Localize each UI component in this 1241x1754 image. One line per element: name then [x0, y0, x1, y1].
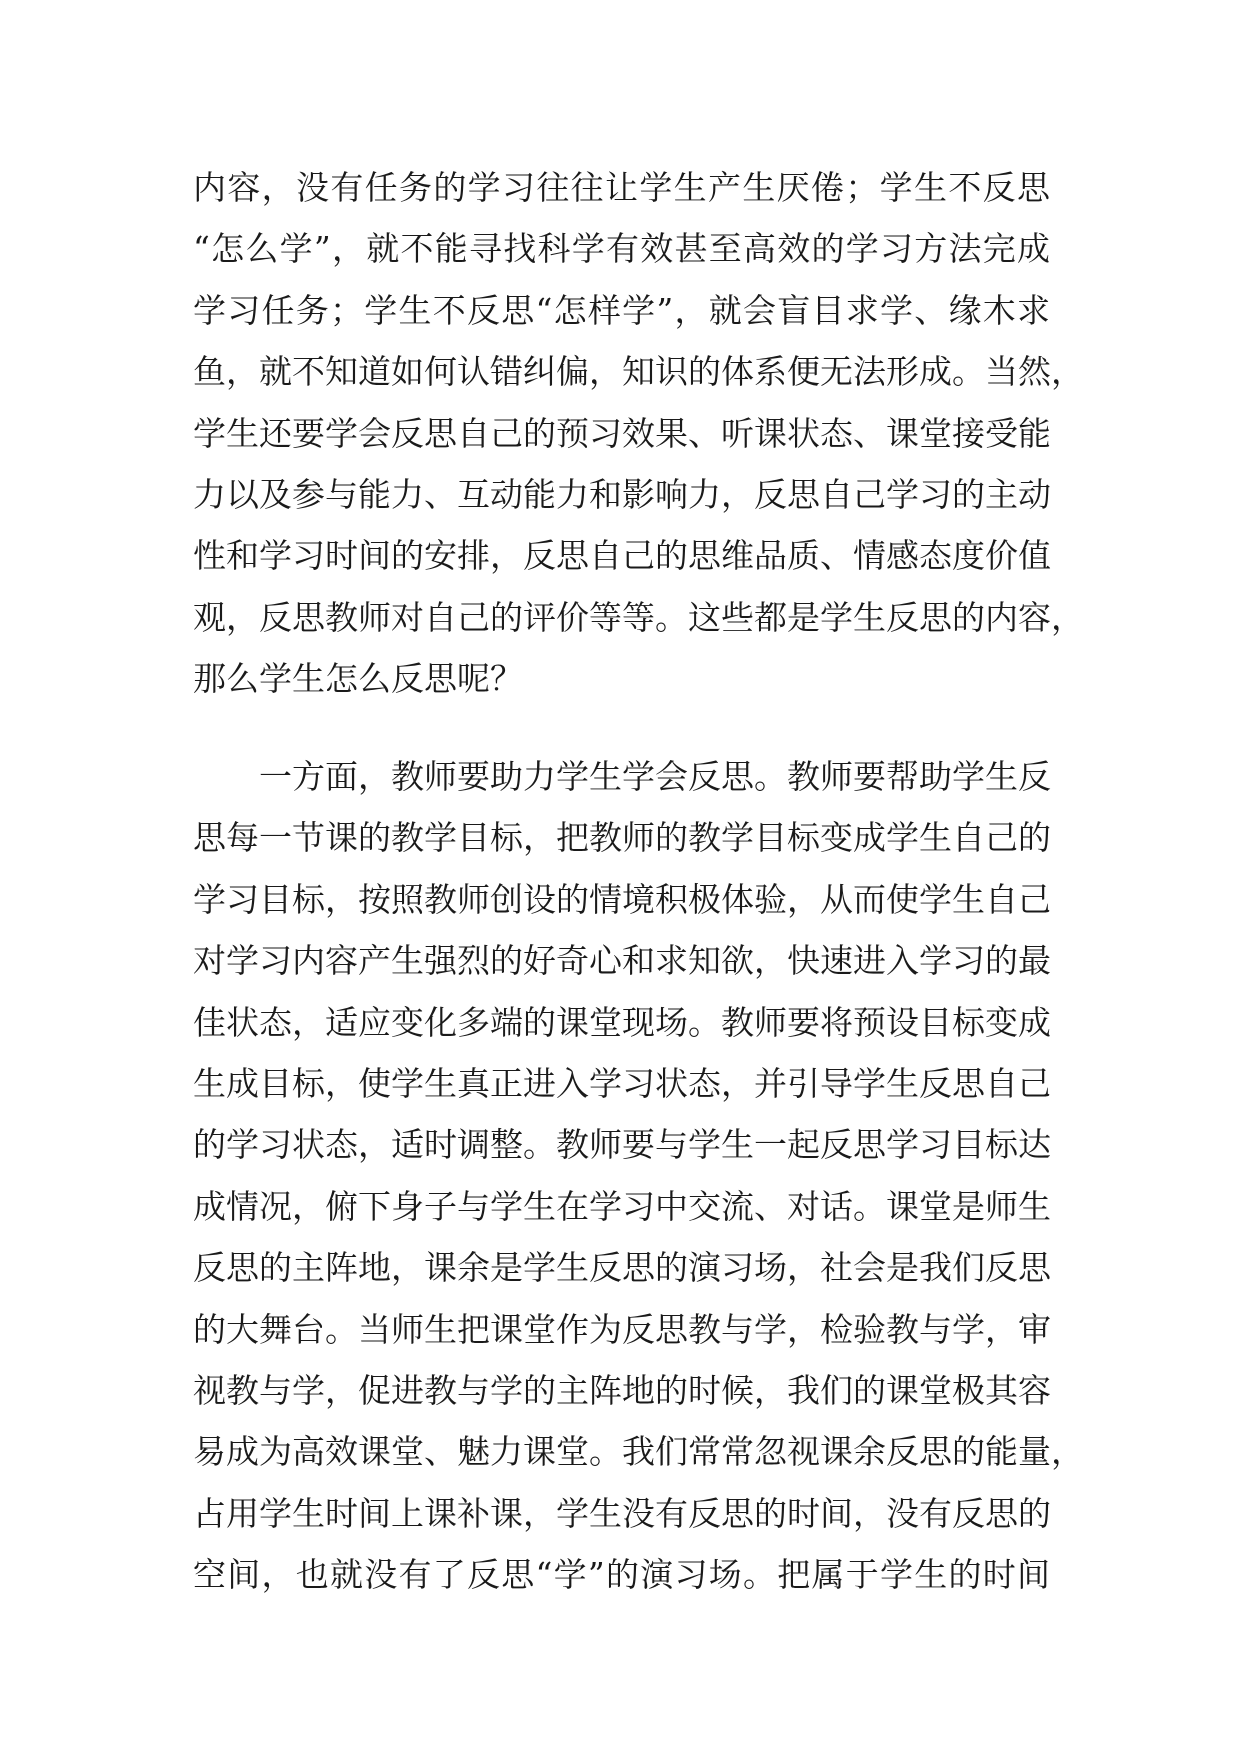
text-line: 一方面，教师要助力学生学会反思。教师要帮助学生反: [259, 757, 1051, 796]
text-line: 学生还要学会反思自己的预习效果、听课状态、课堂接受能: [193, 413, 1051, 453]
text-line: 内容，没有任务的学习往往让学生产生厌倦；学生不反思: [193, 168, 1050, 207]
text-line: 空间，也就没有了反思“学”的演习场。把属于学生的时间: [193, 1555, 1050, 1595]
text-line: 性和学习时间的安排，反思自己的思维品质、情感态度价值: [193, 536, 1051, 576]
paragraph-1: [193, 157, 1084, 710]
paragraph-2: [193, 746, 1084, 1605]
text-line: 力以及参与能力、互动能力和影响力，反思自己学习的主动: [193, 474, 1051, 514]
text-line: 占用学生时间上课补课，学生没有反思的时间，没有反思的: [193, 1493, 1051, 1533]
text-line: “怎么学”，就不能寻找科学有效甚至高效的学习方法完成: [193, 229, 1050, 269]
text-line: 学习任务；学生不反思“怎样学”，就会盲目求学、缘木求: [193, 290, 1050, 330]
text-line: 学习目标，按照教师创设的情境积极体验，从而使学生自己: [193, 879, 1051, 919]
text-line: 易成为高效课堂、魅力课堂。我们常常忽视课余反思的能量，: [193, 1432, 1084, 1472]
text-line: 佳状态，适应变化多端的课堂现场。教师要将预设目标变成: [193, 1002, 1051, 1042]
text-line: 视教与学，促进教与学的主阵地的时候，我们的课堂极其容: [193, 1370, 1051, 1410]
text-line: 鱼，就不知道如何认错纠偏，知识的体系便无法形成。当然，: [193, 352, 1084, 392]
text-line: 生成目标，使学生真正进入学习状态，并引导学生反思自己: [193, 1063, 1051, 1103]
text-line: 反思的主阵地，课余是学生反思的演习场，社会是我们反思: [193, 1248, 1051, 1288]
text-line: 观，反思教师对自己的评价等等。这些都是学生反思的内容，: [193, 597, 1084, 637]
text-line: 对学习内容产生强烈的好奇心和求知欲，快速进入学习的最: [193, 941, 1051, 981]
text-line: 那么学生怎么反思呢？: [193, 659, 523, 699]
text-line: 的大舞台。当师生把课堂作为反思教与学，检验教与学，审: [193, 1309, 1051, 1349]
text-line: 的学习状态，适时调整。教师要与学生一起反思学习目标达: [193, 1125, 1051, 1165]
text-line: 思每一节课的教学目标，把教师的教学目标变成学生自己的: [193, 818, 1051, 858]
text-line: 成情况，俯下身子与学生在学习中交流、对话。课堂是师生: [193, 1186, 1051, 1226]
